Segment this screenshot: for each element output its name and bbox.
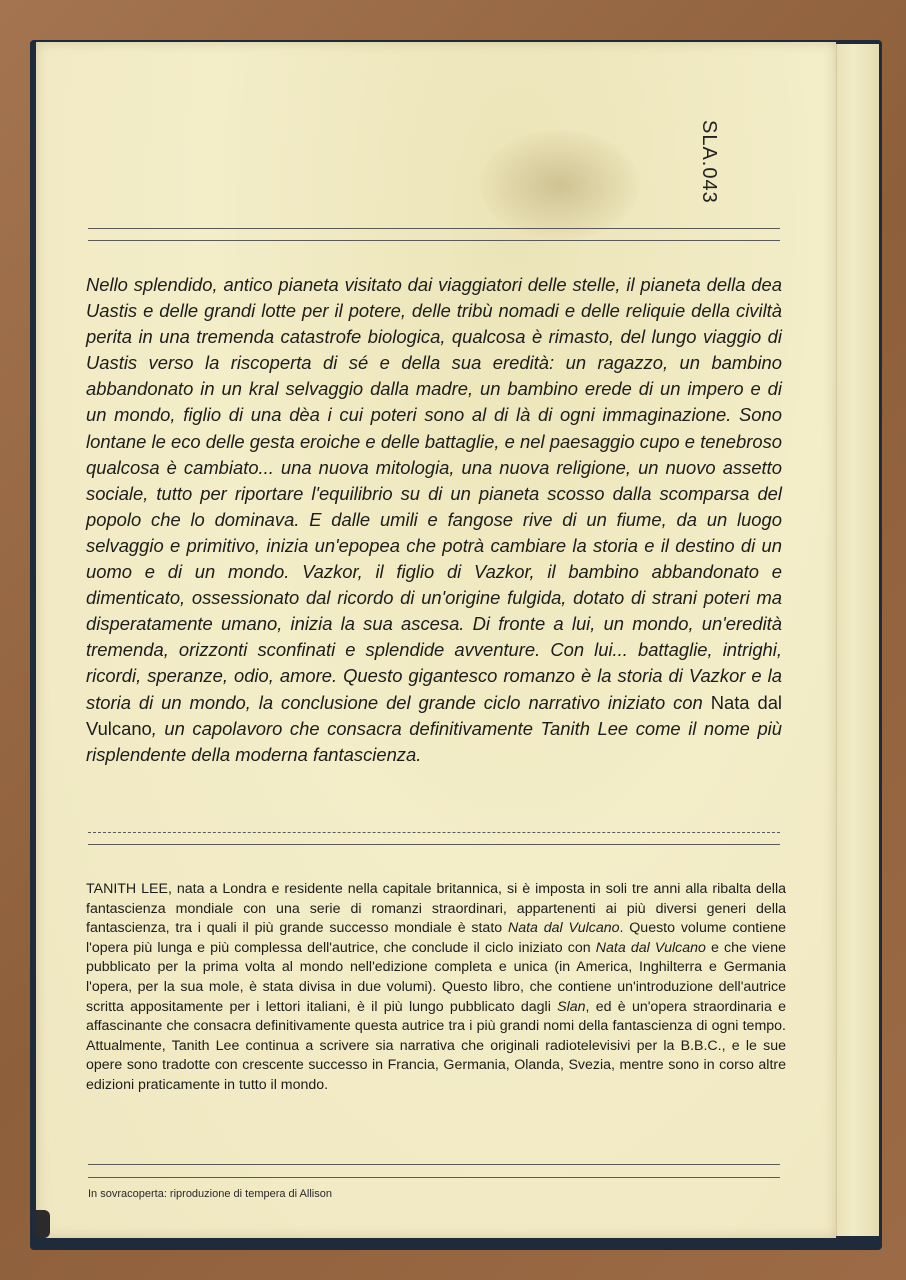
book-spine [836, 44, 879, 1236]
bio-part-c: e che viene pubblicato per la prima volta al mondo nell'edizione completa e unica (in America, Inghilterra e Germania l'opera, per la sua mole, è stata divisa in due volumi). Questo libro, che contiene un'introduzione dell'autrice scritta appositamente per i lettori italiani, è il più lungo pubblicato dagli [86, 939, 786, 1015]
synopsis-part-2: , un capolavoro che consacra definitivamente Tanith Lee come il nome più risplendente della moderna fantascienza. [86, 717, 782, 765]
mid-rule-2 [88, 844, 780, 845]
bio-part-d: , ed è un'opera straordinaria e affascinante che consacra definitivamente questa autrice tra i più grandi nomi della fantascienza di ogni tempo. Attualmente, Tanith Lee continua a scrivere sia narrativa che originali radiotelevisivi per la B.B.C., e le sue opere sono tradotte con crescente successo in Francia, Germania, Olanda, Svezia, mentre sono in corso altre edizioni praticamente in tutto il mondo. [86, 998, 786, 1093]
synopsis-title-ref: Nata dal Vulcano [86, 691, 783, 739]
bio-part-b: . Questo volume contiene l'opera più lunga e più complessa dell'autrice, che conclude il ciclo iniziato con [86, 920, 787, 956]
corner-wear [36, 1210, 50, 1238]
bottom-rule-1 [88, 1164, 780, 1165]
mid-rule-1 [88, 832, 780, 833]
bio-title-3: Slan [557, 998, 586, 1015]
author-bio [86, 880, 786, 1096]
bio-part-a: TANITH LEE, nata a Londra e residente nella capitale britannica, si è imposta in soli tre anni alla ribalta della fantascienza mondiale con una serie di romanzi straordinari, appartenenti ai più diversi generi della fantascienza, tra i quali il più grande successo mondiale è stato [86, 881, 786, 937]
bio-title-1: Nata dal Vulcano [507, 920, 620, 937]
top-rule-1 [88, 228, 780, 229]
synopsis-text [86, 272, 782, 768]
bottom-rule-2 [88, 1177, 780, 1178]
cover-credit: In sovracoperta: riproduzione di tempera di Allison [88, 1188, 332, 1200]
synopsis-part-1: Nello splendido, antico pianeta visitato dai viaggiatori delle stelle, il pianeta della dea Uastis e delle grandi lotte per il potere, delle tribù nomadi e delle reliquie della civiltà perita in una tremenda catastrofe biologica, qualcosa è rimasto, del lungo viaggio di Uastis verso la riscoperta di sé e della sua eredità: un ragazzo, un bambino abbandonato in un kral selvaggio dalla madre, un bambino erede di un impero e di un mondo, figlio di una dèa i cui poteri sono al di là di ogni immaginazione. Sono lontane le eco delle gesta eroiche e delle battaglie, e nel paesaggio cupo e tenebroso qualcosa è cambiato... una nuova mitologia, una nuova religione, un nuovo assetto sociale, tutto per riportare l'equilibrio su di un pianeta scosso dalla scomparsa del popolo che lo dominava. E dalle umili e fangose rive di un fiume, da un luogo selvaggio e primitivo, inizia un'epopea che potrà cambiare la storia e il destino di un uomo e di un mondo. Vazkor, il figlio di Vazkor, il bambino abbandonato e dimenticato, ossessionato dal ricordo di un'origine fulgida, dotato di strani poteri ma disperatamente umano, inizia la sua ascesa. Di fronte a lui, un mondo, un'eredità tremenda, orizzonti sconfinati e splendide avventure. Con lui... battaglie, intrighi, ricordi, speranze, odio, amore. Questo gigantesco romanzo è la storia di Vazkor e la storia di un mondo, la conclusione del grande ciclo narrativo iniziato con [86, 274, 782, 713]
bio-title-2: Nata dal Vulcano [595, 939, 706, 956]
top-rule-2 [88, 240, 780, 241]
spine-code: SLA.043 [698, 120, 720, 204]
stain-mark [480, 130, 640, 240]
